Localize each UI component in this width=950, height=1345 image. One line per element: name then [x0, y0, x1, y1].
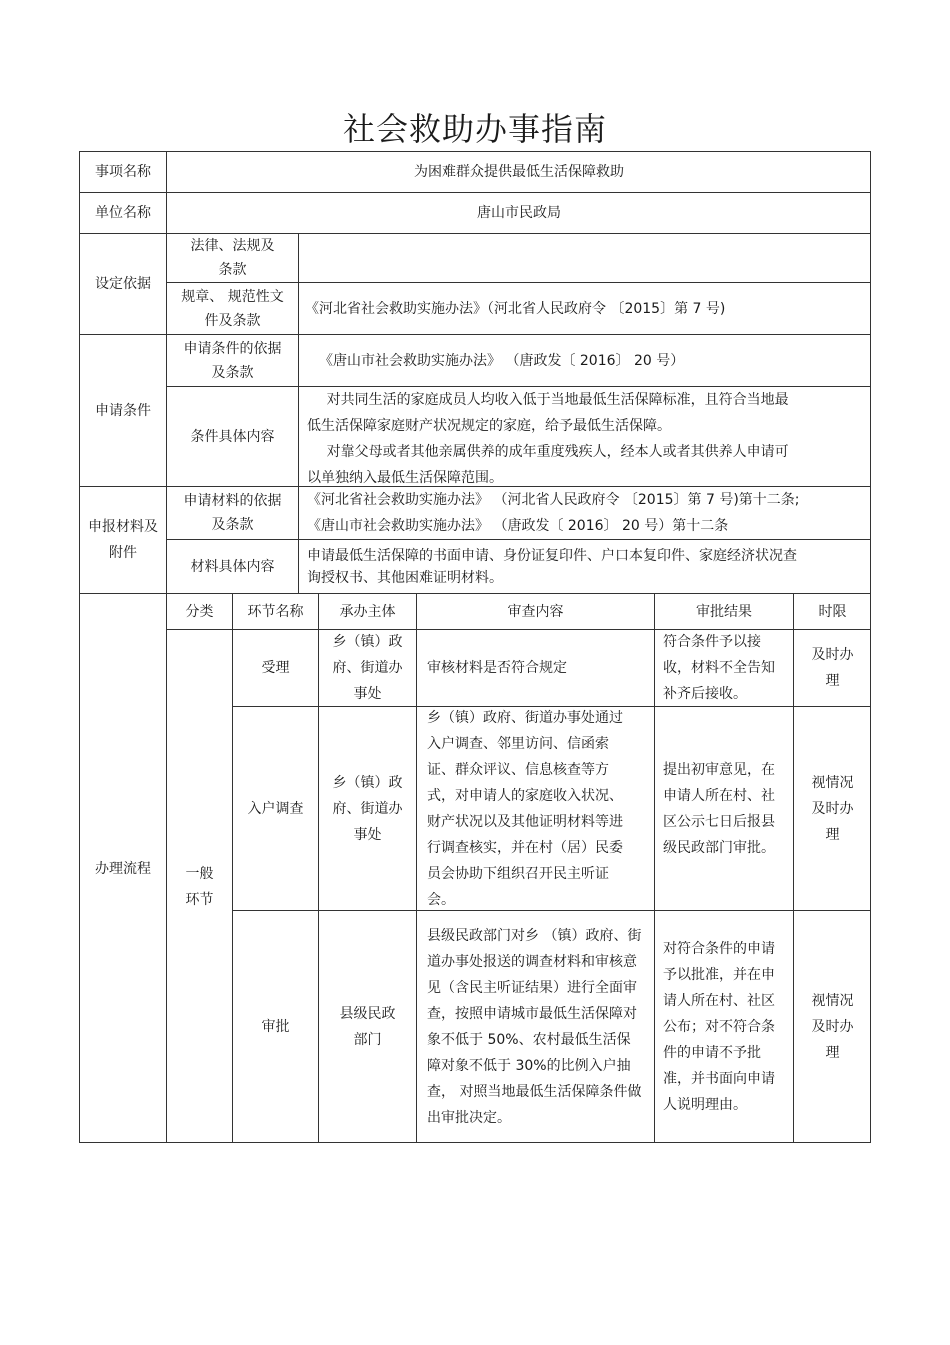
process-header-step: 环节名称: [233, 594, 319, 630]
page-title: 社会救助办事指南: [342, 110, 607, 148]
process-header-body: 承办主体: [319, 594, 417, 630]
step-limit: 视情况及时办理: [794, 707, 871, 911]
step-name: 入户调查: [233, 707, 319, 911]
conditions-detail-paragraph-2: 对靠父母或者其他亲属供养的成年重度残疾人，经本人或者其供养人申请可以单独纳入最低生活保障范围。: [307, 444, 789, 486]
conditions-basis-value: 《唐山市社会救助实施办法》 （唐政发〔 2016〕 20 号）: [299, 335, 871, 387]
process-header-result: 审批结果: [655, 594, 794, 630]
materials-basis-line-2: 《唐山市社会救助实施办法》 （唐政发〔 2016〕 20 号）第十二条: [307, 518, 729, 534]
step-content: 县级民政部门对乡 （镇）政府、街道办事处报送的调查材料和审核意见（含民主听证结果）进行全面审查，按照申请城市最低生活保障对象不低于 50%、农村最低生活保障对象不低于 30%的比例入户抽查， 对照当地最低生活保障条件做出审批决定。: [417, 911, 655, 1143]
conditions-detail-label: 条件具体内容: [167, 387, 299, 487]
step-result: 对符合条件的申请予以批准，并在申请人所在村、社区公布；对不符合条件的申请不予批准，并书面向申请人说明理由。: [655, 911, 794, 1143]
conditions-detail-paragraph-1: 对共同生活的家庭成员人均收入低于当地最低生活保障标准，且符合当地最低生活保障家庭财产状况规定的家庭，给予最低生活保障。: [307, 392, 789, 434]
basis-label: 设定依据: [80, 234, 167, 335]
step-body: 乡（镇）政府、街道办事处: [319, 707, 417, 911]
step-content: 乡（镇）政府、街道办事处通过入户调查、邻里访问、信函索证、群众评议、信息核查等方式，对申请人的家庭收入状况、财产状况以及其他证明材料等进行调查核实，并在村（居）民委员会协助下组织召开民主听证会。: [417, 707, 655, 911]
materials-basis-label: 申请材料的依据及条款: [167, 487, 299, 540]
conditions-label: 申请条件: [80, 335, 167, 487]
step-limit: 视情况及时办理: [811, 993, 854, 1061]
unit-name-label: 单位名称: [80, 193, 167, 234]
materials-basis-value: [299, 487, 871, 540]
materials-label: 申报材料及附件: [80, 487, 167, 594]
step-body: 乡（镇）政府、街道办事处: [319, 630, 417, 707]
materials-detail-value: 申请最低生活保障的书面申请、身份证复印件、户口本复印件、家庭经济状况查询授权书、其他困难证明材料。: [299, 540, 871, 594]
materials-basis-line-1: 《河北省社会救助实施办法》 （河北省人民政府令 〔2015〕第 7 号)第十二条;: [307, 492, 800, 508]
conditions-detail-value: [299, 387, 871, 487]
unit-name-value: 唐山市民政局: [167, 193, 871, 234]
step-result: 提出初审意见，在申请人所在村、社区公示七日后报县级民政部门审批。: [655, 707, 794, 911]
step-name: 受理: [233, 630, 319, 707]
law-label: 法律、法规及条款: [167, 234, 299, 283]
rules-label: 规章、 规范性文件及条款: [167, 283, 299, 335]
process-label: 办理流程: [80, 594, 167, 1143]
step-body: 县级民政部门: [319, 911, 417, 1143]
rules-value: 《河北省社会救助实施办法》（河北省人民政府令 〔2015〕第 7 号): [299, 283, 871, 335]
process-header-category: 分类: [167, 594, 233, 630]
step-name: 审批: [233, 911, 319, 1143]
item-name-value: 为困难群众提供最低生活保障救助: [167, 152, 871, 193]
law-value: [299, 234, 871, 283]
process-category: 一般环节: [167, 630, 233, 1143]
step-content: 审核材料是否符合规定: [417, 630, 655, 707]
materials-detail-label: 材料具体内容: [167, 540, 299, 594]
guide-table: [79, 151, 871, 1143]
process-header-content: 审查内容: [417, 594, 655, 630]
conditions-basis-label: 申请条件的依据及条款: [167, 335, 299, 387]
process-header-limit: 时限: [794, 594, 871, 630]
item-name-label: 事项名称: [80, 152, 167, 193]
step-limit: 及时办理: [794, 630, 871, 707]
step-result: 符合条件予以接收，材料不全告知补齐后接收。: [655, 630, 794, 707]
